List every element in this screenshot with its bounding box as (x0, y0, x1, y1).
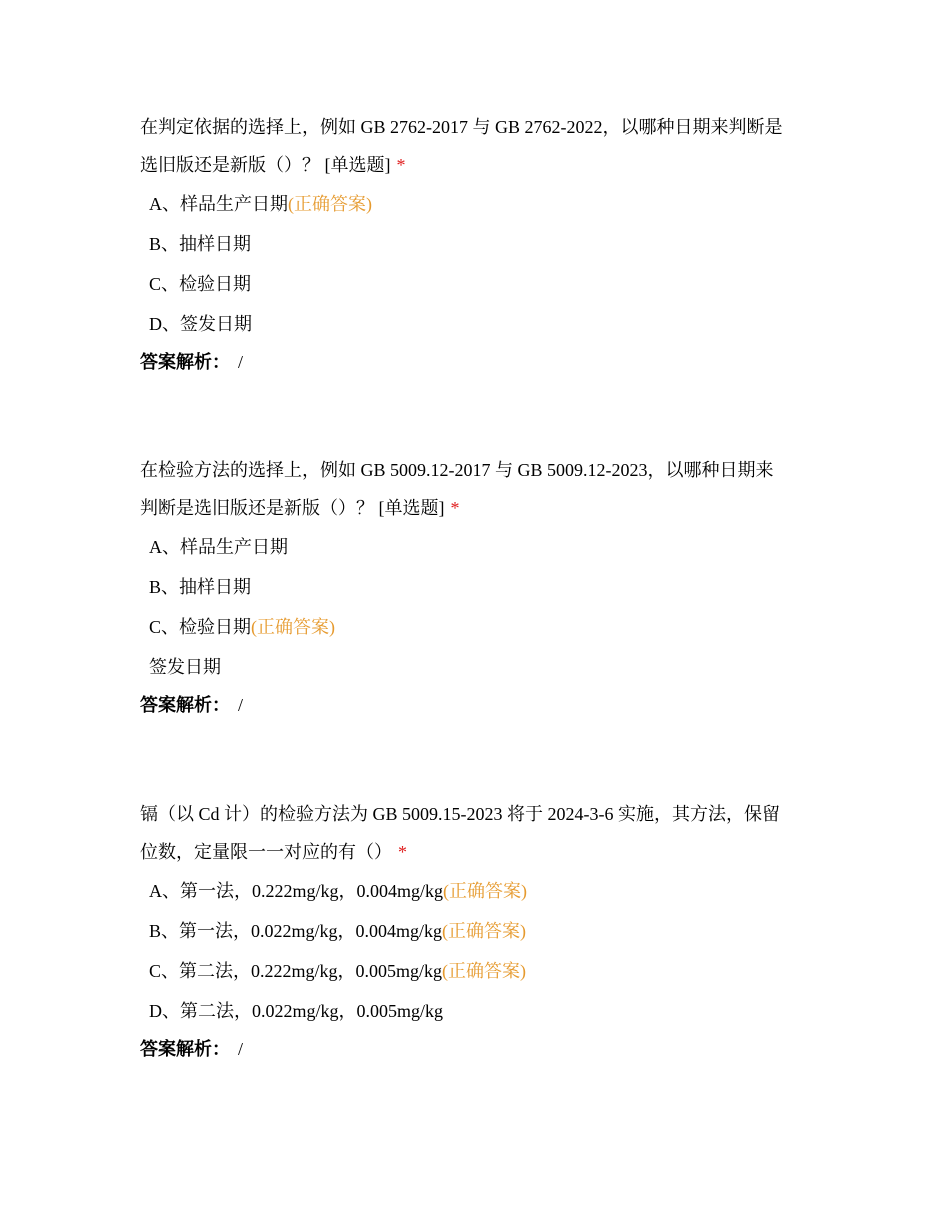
answer-analysis-value: / (238, 1039, 244, 1059)
correct-answer-mark: (正确答案) (251, 617, 336, 637)
correct-answer-mark: (正确答案) (442, 961, 527, 981)
required-mark: * (450, 498, 460, 518)
option-b (140, 575, 810, 615)
option-d (140, 999, 810, 1039)
option-text: B、抽样日期 (149, 234, 252, 254)
question-stem-line: 选旧版还是新版（）？ [单选题] (140, 155, 391, 175)
option-d (140, 655, 810, 695)
option-c (140, 615, 810, 655)
option-text: A、第一法，0.222mg/kg，0.004mg/kg (149, 881, 444, 901)
answer-analysis-value: / (238, 352, 244, 372)
option-a (140, 535, 810, 575)
question-stem (140, 795, 810, 871)
option-text: C、第二法，0.222mg/kg，0.005mg/kg (149, 961, 443, 981)
answer-analysis-value: / (238, 695, 244, 715)
question-stem (140, 451, 810, 527)
question-stem-line: 判断是选旧版还是新版（）？ [单选题] (140, 498, 445, 518)
answer-analysis (140, 693, 810, 717)
question-1 (140, 108, 810, 374)
option-text: A、样品生产日期 (149, 537, 288, 557)
option-text: A、样品生产日期 (149, 194, 288, 214)
answer-analysis (140, 1037, 810, 1061)
answer-analysis-label: 答案解析： (140, 695, 230, 715)
answer-analysis (140, 350, 810, 374)
correct-answer-mark: (正确答案) (443, 881, 528, 901)
option-c (140, 272, 810, 312)
options-list (140, 535, 810, 695)
option-text: D、第二法，0.022mg/kg，0.005mg/kg (149, 1001, 444, 1021)
question-stem-line: 位数，定量限一一对应的有（） (140, 842, 392, 862)
option-text: D、签发日期 (149, 314, 252, 334)
option-a (140, 879, 810, 919)
option-b (140, 232, 810, 272)
required-mark: * (398, 842, 407, 862)
option-text: 签发日期 (149, 657, 221, 677)
option-text: C、检验日期 (149, 274, 252, 294)
option-text: C、检验日期 (149, 617, 252, 637)
question-stem (140, 108, 810, 184)
option-b (140, 919, 810, 959)
options-list (140, 192, 810, 352)
correct-answer-mark: (正确答案) (442, 921, 527, 941)
option-a (140, 192, 810, 232)
correct-answer-mark: (正确答案) (288, 194, 372, 214)
option-c (140, 959, 810, 999)
answer-analysis-label: 答案解析： (140, 1039, 230, 1059)
options-list (140, 879, 810, 1039)
option-d (140, 312, 810, 352)
option-text: B、第一法，0.022mg/kg，0.004mg/kg (149, 921, 443, 941)
answer-analysis-label: 答案解析： (140, 352, 230, 372)
question-2 (140, 451, 810, 717)
question-stem-line: 在判定依据的选择上，例如 GB 2762-2017 与 GB 2762-2022，以哪种日期来判断是 (140, 117, 783, 137)
question-stem-line: 在检验方法的选择上，例如 GB 5009.12-2017 与 GB 5009.12-2023，以哪种日期来 (140, 460, 774, 480)
option-text: B、抽样日期 (149, 577, 252, 597)
required-mark: * (396, 155, 406, 175)
question-3 (140, 795, 810, 1061)
question-stem-line: 镉（以 Cd 计）的检验方法为 GB 5009.15-2023 将于 2024-3-6 实施，其方法，保留 (140, 804, 780, 824)
